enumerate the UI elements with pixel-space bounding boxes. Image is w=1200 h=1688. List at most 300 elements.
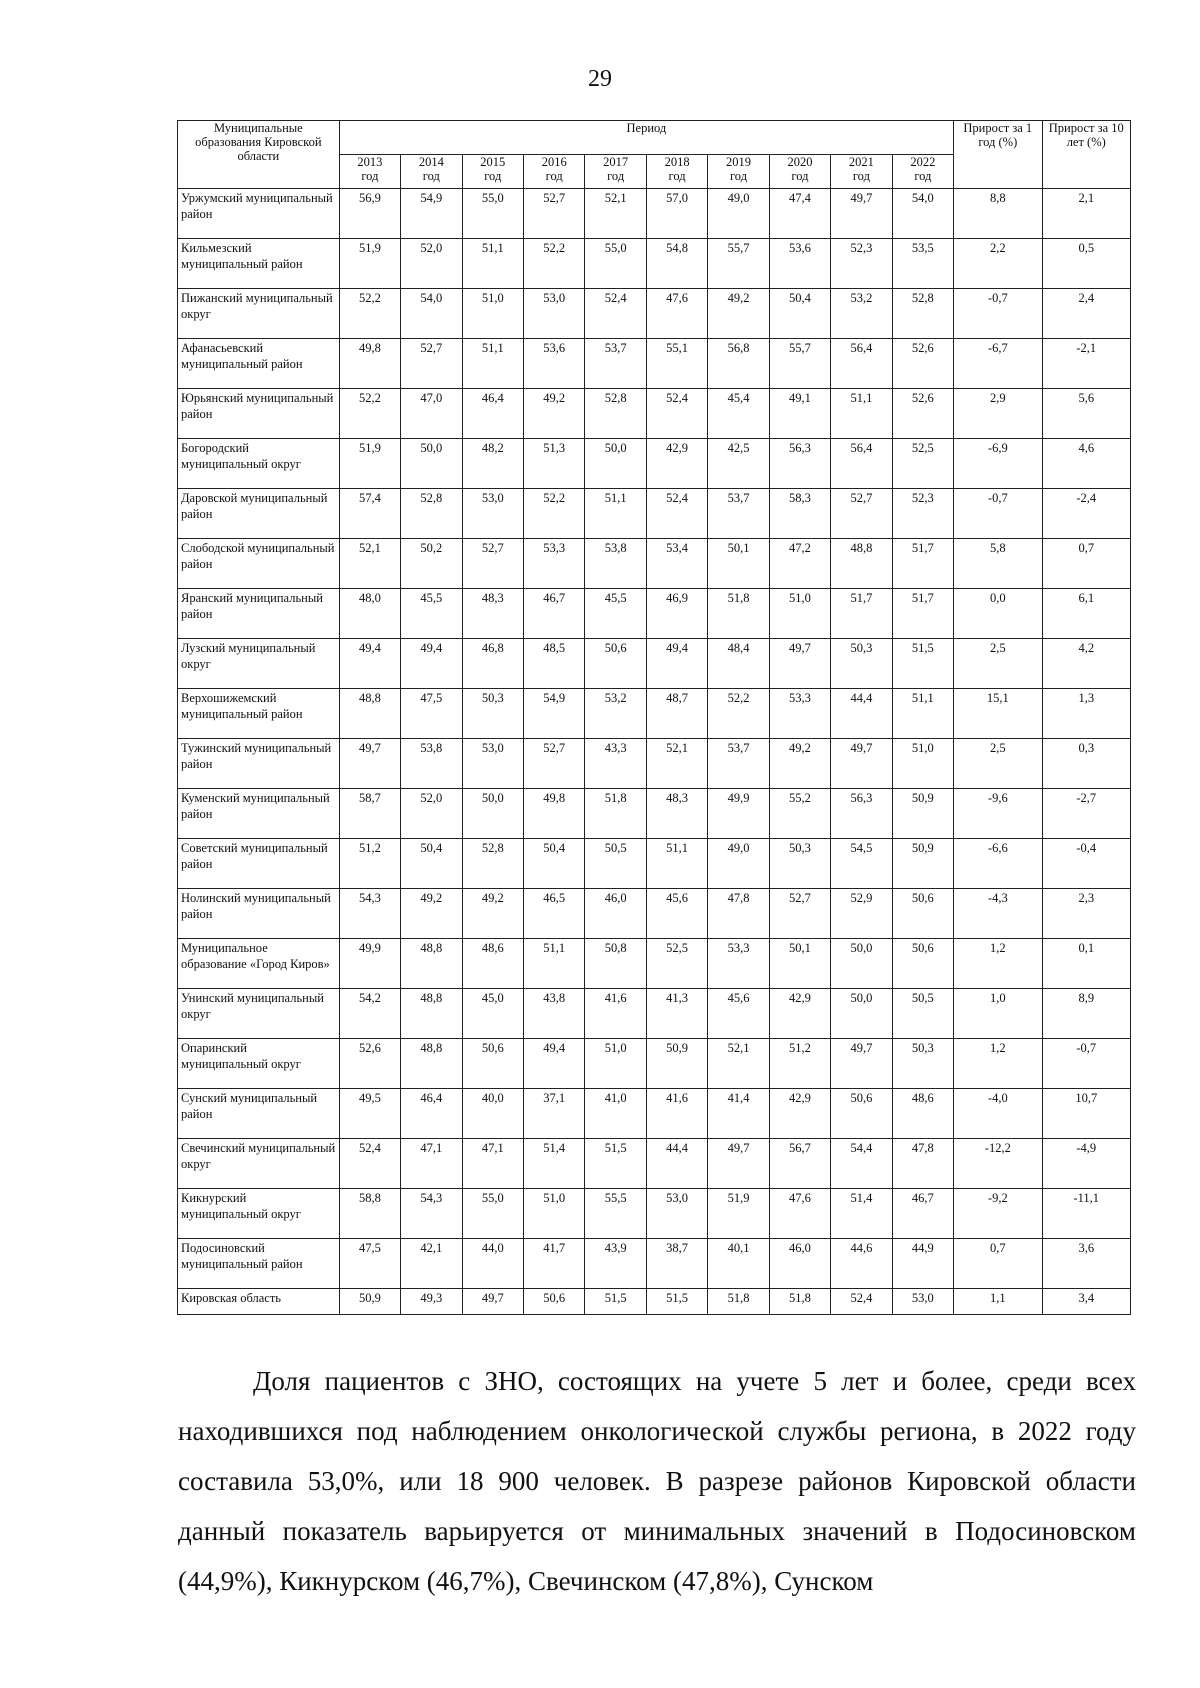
year-value-cell: 53,8: [401, 739, 462, 789]
year-value-cell: 55,0: [462, 1189, 523, 1239]
table-total-row: [178, 1289, 1131, 1315]
year-value-cell: 44,9: [892, 1239, 953, 1289]
table-row: [178, 839, 1131, 889]
table-row: [178, 1189, 1131, 1239]
year-value-cell: 47,8: [892, 1139, 953, 1189]
year-value-cell: 51,5: [892, 639, 953, 689]
growth-1-year-cell: -12,2: [954, 1139, 1042, 1189]
year-value-cell: 55,2: [769, 789, 830, 839]
year-value-cell: 43,3: [585, 739, 646, 789]
table-row: [178, 789, 1131, 839]
year-value-cell: 53,7: [585, 339, 646, 389]
year-value-cell: 49,2: [708, 289, 769, 339]
year-value-cell: 51,2: [769, 1039, 830, 1089]
header-year: [339, 155, 400, 189]
year-value-cell: 56,9: [339, 189, 400, 239]
year-value-cell: 42,1: [401, 1239, 462, 1289]
year-value-cell: 45,5: [401, 589, 462, 639]
body-paragraph: Доля пациентов с ЗНО, состоящих на учете 5 лет и более, среди всех находившихся под наблюдением онкологической службы региона, в 2022 году составила 53,0%, или 18 900 человек. В разрезе районов Кировской области данный показатель варьируется от минимальных значений в Подосиновском (44,9%), Кикнурском (46,7%), Свечинском (47,8%), Сунском: [178, 1366, 1136, 1596]
year-value-cell: 53,7: [708, 739, 769, 789]
growth-10-years-cell: -11,1: [1042, 1189, 1131, 1239]
table-row: [178, 239, 1131, 289]
year-value-cell: 52,3: [892, 489, 953, 539]
growth-10-years-cell: 2,1: [1042, 189, 1131, 239]
year-value-cell: 54,3: [401, 1189, 462, 1239]
year-value-cell: 42,5: [708, 439, 769, 489]
year-value-cell: 52,0: [401, 789, 462, 839]
growth-10-years-cell: 6,1: [1042, 589, 1131, 639]
growth-1-year-cell: 2,2: [954, 239, 1042, 289]
growth-10-years-cell: 2,3: [1042, 889, 1131, 939]
year-value-cell: 45,0: [462, 989, 523, 1039]
municipality-name: Опаринский муниципальный округ: [178, 1039, 340, 1089]
header-year: [646, 155, 707, 189]
year-value-cell: 48,3: [646, 789, 707, 839]
header-year: [708, 155, 769, 189]
year-value-cell: 54,0: [401, 289, 462, 339]
year-value-cell: 41,3: [646, 989, 707, 1039]
year-value-cell: 48,2: [462, 439, 523, 489]
year-value-cell: 51,9: [339, 439, 400, 489]
table-row: [178, 939, 1131, 989]
statistics-table: [177, 120, 1131, 1315]
year-value-cell: 49,2: [462, 889, 523, 939]
growth-1-year-cell: 2,9: [954, 389, 1042, 439]
year-value-cell: 50,0: [401, 439, 462, 489]
year-value-cell: 47,2: [769, 539, 830, 589]
year-value-cell: 51,1: [646, 839, 707, 889]
year-value-cell: 49,4: [646, 639, 707, 689]
year-value-cell: 48,0: [339, 589, 400, 639]
year-value-cell: 47,5: [339, 1239, 400, 1289]
growth-1-year-cell: 2,5: [954, 739, 1042, 789]
year-value-cell: 46,7: [892, 1189, 953, 1239]
year-value-cell: 51,3: [524, 439, 585, 489]
growth-1-year-cell: -9,6: [954, 789, 1042, 839]
municipality-name: Нолинский муниципальный район: [178, 889, 340, 939]
header-year-suffix: год: [607, 169, 625, 183]
year-value-cell: 58,7: [339, 789, 400, 839]
year-value-cell: 47,6: [646, 289, 707, 339]
table-row: [178, 189, 1131, 239]
growth-10-years-cell: 0,7: [1042, 539, 1131, 589]
header-year-suffix: год: [484, 169, 502, 183]
growth-10-years-cell: -2,4: [1042, 489, 1131, 539]
growth-1-year-cell: -0,7: [954, 489, 1042, 539]
year-value-cell: 50,9: [892, 839, 953, 889]
year-value-cell: 54,9: [401, 189, 462, 239]
year-value-cell: 54,3: [339, 889, 400, 939]
table-row: [178, 639, 1131, 689]
growth-10-years-cell: -0,4: [1042, 839, 1131, 889]
year-value-cell: 54,9: [524, 689, 585, 739]
year-value-cell: 56,4: [831, 339, 892, 389]
year-value-cell: 43,9: [585, 1239, 646, 1289]
municipality-name: Верхошижемский муниципальный район: [178, 689, 340, 739]
year-value-cell: 52,7: [524, 739, 585, 789]
year-value-cell: 49,0: [708, 189, 769, 239]
header-year-number: 2022: [910, 155, 936, 169]
year-value-cell: 50,9: [646, 1039, 707, 1089]
year-value-cell: 52,4: [585, 289, 646, 339]
table-row: [178, 1139, 1131, 1189]
year-value-cell: 49,9: [339, 939, 400, 989]
growth-10-years-cell: 3,4: [1042, 1289, 1131, 1315]
year-value-cell: 52,7: [401, 339, 462, 389]
municipality-name: Свечинский муниципальный округ: [178, 1139, 340, 1189]
header-period: Период: [339, 121, 953, 155]
year-value-cell: 51,0: [524, 1189, 585, 1239]
year-value-cell: 45,4: [708, 389, 769, 439]
year-value-cell: 48,8: [401, 1039, 462, 1089]
year-value-cell: 48,3: [462, 589, 523, 639]
year-value-cell: 50,8: [585, 939, 646, 989]
year-value-cell: 52,2: [708, 689, 769, 739]
year-value-cell: 53,0: [892, 1289, 953, 1315]
table-row: [178, 289, 1131, 339]
year-value-cell: 52,4: [831, 1289, 892, 1315]
municipality-name: Слободской муниципальный район: [178, 539, 340, 589]
year-value-cell: 44,4: [831, 689, 892, 739]
year-value-cell: 52,0: [401, 239, 462, 289]
year-value-cell: 48,6: [462, 939, 523, 989]
header-year: [462, 155, 523, 189]
year-value-cell: 52,9: [831, 889, 892, 939]
growth-10-years-cell: -2,7: [1042, 789, 1131, 839]
growth-10-years-cell: 3,6: [1042, 1239, 1131, 1289]
table-row: [178, 889, 1131, 939]
municipality-name: Подосиновский муниципальный район: [178, 1239, 340, 1289]
municipality-name: Пижанский муниципальный округ: [178, 289, 340, 339]
header-year-number: 2021: [848, 155, 874, 169]
year-value-cell: 58,8: [339, 1189, 400, 1239]
municipality-name: Кировская область: [178, 1289, 340, 1315]
municipality-name: Унинский муниципальный округ: [178, 989, 340, 1039]
year-value-cell: 52,6: [892, 339, 953, 389]
year-value-cell: 54,0: [892, 189, 953, 239]
year-value-cell: 51,8: [708, 589, 769, 639]
table-row: [178, 1039, 1131, 1089]
year-value-cell: 49,7: [462, 1289, 523, 1315]
municipality-name: Кикнурский муниципальный округ: [178, 1189, 340, 1239]
header-growth-10-years: Прирост за 10 лет (%): [1042, 121, 1131, 189]
table-header: [178, 121, 1131, 189]
header-year-suffix: год: [361, 169, 379, 183]
year-value-cell: 51,4: [831, 1189, 892, 1239]
year-value-cell: 52,5: [892, 439, 953, 489]
year-value-cell: 49,4: [339, 639, 400, 689]
growth-1-year-cell: -6,9: [954, 439, 1042, 489]
header-year-number: 2013: [357, 155, 383, 169]
year-value-cell: 50,0: [462, 789, 523, 839]
year-value-cell: 47,5: [401, 689, 462, 739]
year-value-cell: 48,8: [401, 989, 462, 1039]
year-value-cell: 52,7: [831, 489, 892, 539]
year-value-cell: 46,7: [524, 589, 585, 639]
growth-10-years-cell: -4,9: [1042, 1139, 1131, 1189]
growth-1-year-cell: 1,2: [954, 939, 1042, 989]
year-value-cell: 49,7: [708, 1139, 769, 1189]
year-value-cell: 47,0: [401, 389, 462, 439]
year-value-cell: 51,8: [708, 1289, 769, 1315]
year-value-cell: 53,2: [831, 289, 892, 339]
year-value-cell: 50,5: [892, 989, 953, 1039]
growth-10-years-cell: 1,3: [1042, 689, 1131, 739]
year-value-cell: 56,3: [831, 789, 892, 839]
municipality-name: Уржумский муниципальный район: [178, 189, 340, 239]
year-value-cell: 48,8: [339, 689, 400, 739]
year-value-cell: 56,8: [708, 339, 769, 389]
year-value-cell: 56,4: [831, 439, 892, 489]
year-value-cell: 52,1: [339, 539, 400, 589]
year-value-cell: 45,5: [585, 589, 646, 639]
growth-1-year-cell: 5,8: [954, 539, 1042, 589]
year-value-cell: 47,8: [708, 889, 769, 939]
year-value-cell: 41,6: [585, 989, 646, 1039]
year-value-cell: 49,7: [769, 639, 830, 689]
year-value-cell: 51,8: [769, 1289, 830, 1315]
year-value-cell: 51,1: [524, 939, 585, 989]
year-value-cell: 48,8: [831, 539, 892, 589]
header-year-suffix: год: [852, 169, 870, 183]
year-value-cell: 41,6: [646, 1089, 707, 1139]
year-value-cell: 50,3: [892, 1039, 953, 1089]
header-year: [585, 155, 646, 189]
year-value-cell: 49,4: [524, 1039, 585, 1089]
year-value-cell: 49,5: [339, 1089, 400, 1139]
growth-10-years-cell: -2,1: [1042, 339, 1131, 389]
year-value-cell: 50,6: [892, 939, 953, 989]
growth-1-year-cell: 1,2: [954, 1039, 1042, 1089]
year-value-cell: 45,6: [646, 889, 707, 939]
growth-1-year-cell: -6,7: [954, 339, 1042, 389]
year-value-cell: 56,7: [769, 1139, 830, 1189]
municipality-name: Кильмезский муниципальный район: [178, 239, 340, 289]
year-value-cell: 55,7: [708, 239, 769, 289]
header-year: [892, 155, 953, 189]
year-value-cell: 43,8: [524, 989, 585, 1039]
year-value-cell: 50,3: [831, 639, 892, 689]
year-value-cell: 46,0: [769, 1239, 830, 1289]
year-value-cell: 53,2: [585, 689, 646, 739]
year-value-cell: 53,8: [585, 539, 646, 589]
growth-10-years-cell: 4,6: [1042, 439, 1131, 489]
year-value-cell: 52,6: [339, 1039, 400, 1089]
year-value-cell: 49,7: [339, 739, 400, 789]
table-row: [178, 389, 1131, 439]
year-value-cell: 48,7: [646, 689, 707, 739]
year-value-cell: 44,4: [646, 1139, 707, 1189]
year-value-cell: 51,5: [646, 1289, 707, 1315]
year-value-cell: 49,7: [831, 189, 892, 239]
growth-1-year-cell: -4,3: [954, 889, 1042, 939]
year-value-cell: 53,0: [462, 489, 523, 539]
year-value-cell: 53,0: [646, 1189, 707, 1239]
municipality-name: Тужинский муниципальный район: [178, 739, 340, 789]
municipality-name: Юрьянский муниципальный район: [178, 389, 340, 439]
header-year-suffix: год: [729, 169, 748, 183]
municipality-name: Муниципальное образование «Город Киров»: [178, 939, 340, 989]
year-value-cell: 51,1: [462, 339, 523, 389]
year-value-cell: 52,7: [462, 539, 523, 589]
table-row: [178, 1239, 1131, 1289]
year-value-cell: 47,6: [769, 1189, 830, 1239]
year-value-cell: 49,2: [401, 889, 462, 939]
growth-10-years-cell: 5,6: [1042, 389, 1131, 439]
year-value-cell: 42,9: [646, 439, 707, 489]
table-row: [178, 689, 1131, 739]
header-year-suffix: год: [914, 169, 932, 183]
municipality-name: Лузский муниципальный округ: [178, 639, 340, 689]
year-value-cell: 44,0: [462, 1239, 523, 1289]
year-value-cell: 37,1: [524, 1089, 585, 1139]
growth-1-year-cell: 0,7: [954, 1239, 1042, 1289]
year-value-cell: 50,0: [831, 989, 892, 1039]
year-value-cell: 48,6: [892, 1089, 953, 1139]
year-value-cell: 51,5: [585, 1289, 646, 1315]
growth-10-years-cell: 8,9: [1042, 989, 1131, 1039]
year-value-cell: 55,0: [585, 239, 646, 289]
year-value-cell: 51,9: [339, 239, 400, 289]
year-value-cell: 42,9: [769, 1089, 830, 1139]
year-value-cell: 40,1: [708, 1239, 769, 1289]
year-value-cell: 50,4: [401, 839, 462, 889]
year-value-cell: 52,2: [339, 389, 400, 439]
header-year: [831, 155, 892, 189]
year-value-cell: 49,3: [401, 1289, 462, 1315]
year-value-cell: 51,7: [892, 589, 953, 639]
year-value-cell: 42,9: [769, 989, 830, 1039]
header-year: [401, 155, 462, 189]
year-value-cell: 41,7: [524, 1239, 585, 1289]
year-value-cell: 50,1: [769, 939, 830, 989]
table-body: [178, 189, 1131, 1315]
year-value-cell: 54,2: [339, 989, 400, 1039]
header-year-suffix: год: [422, 169, 440, 183]
year-value-cell: 50,6: [524, 1289, 585, 1315]
year-value-cell: 51,2: [339, 839, 400, 889]
year-value-cell: 49,7: [831, 1039, 892, 1089]
year-value-cell: 54,5: [831, 839, 892, 889]
year-value-cell: 51,1: [831, 389, 892, 439]
year-value-cell: 52,8: [401, 489, 462, 539]
table-row: [178, 489, 1131, 539]
year-value-cell: 52,1: [585, 189, 646, 239]
year-value-cell: 47,1: [462, 1139, 523, 1189]
growth-1-year-cell: 15,1: [954, 689, 1042, 739]
year-value-cell: 53,6: [524, 339, 585, 389]
year-value-cell: 53,5: [892, 239, 953, 289]
growth-10-years-cell: 0,5: [1042, 239, 1131, 289]
municipality-name: Даровской муниципальный район: [178, 489, 340, 539]
year-value-cell: 52,4: [339, 1139, 400, 1189]
year-value-cell: 50,9: [892, 789, 953, 839]
year-value-cell: 45,6: [708, 989, 769, 1039]
year-value-cell: 49,1: [769, 389, 830, 439]
growth-1-year-cell: -6,6: [954, 839, 1042, 889]
year-value-cell: 55,5: [585, 1189, 646, 1239]
year-value-cell: 50,6: [585, 639, 646, 689]
year-value-cell: 52,3: [831, 239, 892, 289]
header-year: [769, 155, 830, 189]
year-value-cell: 51,7: [831, 589, 892, 639]
header-year-suffix: год: [545, 169, 563, 183]
table-row: [178, 989, 1131, 1039]
year-value-cell: 52,6: [892, 389, 953, 439]
year-value-cell: 51,1: [462, 239, 523, 289]
year-value-cell: 52,8: [585, 389, 646, 439]
header-growth-1-year: Прирост за 1 год (%): [954, 121, 1042, 189]
year-value-cell: 52,4: [646, 389, 707, 439]
year-value-cell: 50,2: [401, 539, 462, 589]
year-value-cell: 50,5: [585, 839, 646, 889]
year-value-cell: 52,4: [646, 489, 707, 539]
year-value-cell: 49,9: [708, 789, 769, 839]
year-value-cell: 57,4: [339, 489, 400, 539]
year-value-cell: 52,7: [524, 189, 585, 239]
year-value-cell: 53,7: [708, 489, 769, 539]
year-value-cell: 52,1: [646, 739, 707, 789]
year-value-cell: 51,0: [585, 1039, 646, 1089]
year-value-cell: 54,8: [646, 239, 707, 289]
year-value-cell: 55,0: [462, 189, 523, 239]
header-year: [524, 155, 585, 189]
growth-10-years-cell: 10,7: [1042, 1089, 1131, 1139]
header-year-number: 2014: [418, 155, 444, 169]
year-value-cell: 46,9: [646, 589, 707, 639]
year-value-cell: 53,3: [769, 689, 830, 739]
header-year-number: 2018: [664, 155, 690, 169]
year-value-cell: 55,1: [646, 339, 707, 389]
municipality-name: Богородский муниципальный округ: [178, 439, 340, 489]
year-value-cell: 55,7: [769, 339, 830, 389]
year-value-cell: 50,0: [585, 439, 646, 489]
year-value-cell: 51,1: [585, 489, 646, 539]
year-value-cell: 51,0: [462, 289, 523, 339]
growth-1-year-cell: -0,7: [954, 289, 1042, 339]
header-year-number: 2017: [603, 155, 629, 169]
year-value-cell: 40,0: [462, 1089, 523, 1139]
header-year-suffix: год: [668, 169, 686, 183]
table-row: [178, 1089, 1131, 1139]
table-row: [178, 539, 1131, 589]
year-value-cell: 46,0: [585, 889, 646, 939]
year-value-cell: 52,8: [892, 289, 953, 339]
year-value-cell: 50,6: [462, 1039, 523, 1089]
growth-10-years-cell: 2,4: [1042, 289, 1131, 339]
header-municipality: Муниципальные образования Кировской области: [178, 121, 340, 189]
year-value-cell: 49,2: [524, 389, 585, 439]
year-value-cell: 53,4: [646, 539, 707, 589]
year-value-cell: 58,3: [769, 489, 830, 539]
table-row: [178, 439, 1131, 489]
year-value-cell: 49,2: [769, 739, 830, 789]
year-value-cell: 49,8: [524, 789, 585, 839]
municipality-name: Афанасьевский муниципальный район: [178, 339, 340, 389]
year-value-cell: 46,4: [401, 1089, 462, 1139]
year-value-cell: 46,8: [462, 639, 523, 689]
year-value-cell: 56,3: [769, 439, 830, 489]
year-value-cell: 46,4: [462, 389, 523, 439]
year-value-cell: 44,6: [831, 1239, 892, 1289]
year-value-cell: 41,0: [585, 1089, 646, 1139]
growth-10-years-cell: -0,7: [1042, 1039, 1131, 1089]
year-value-cell: 38,7: [646, 1239, 707, 1289]
year-value-cell: 52,2: [524, 239, 585, 289]
growth-10-years-cell: 0,3: [1042, 739, 1131, 789]
year-value-cell: 47,4: [769, 189, 830, 239]
year-value-cell: 53,0: [462, 739, 523, 789]
